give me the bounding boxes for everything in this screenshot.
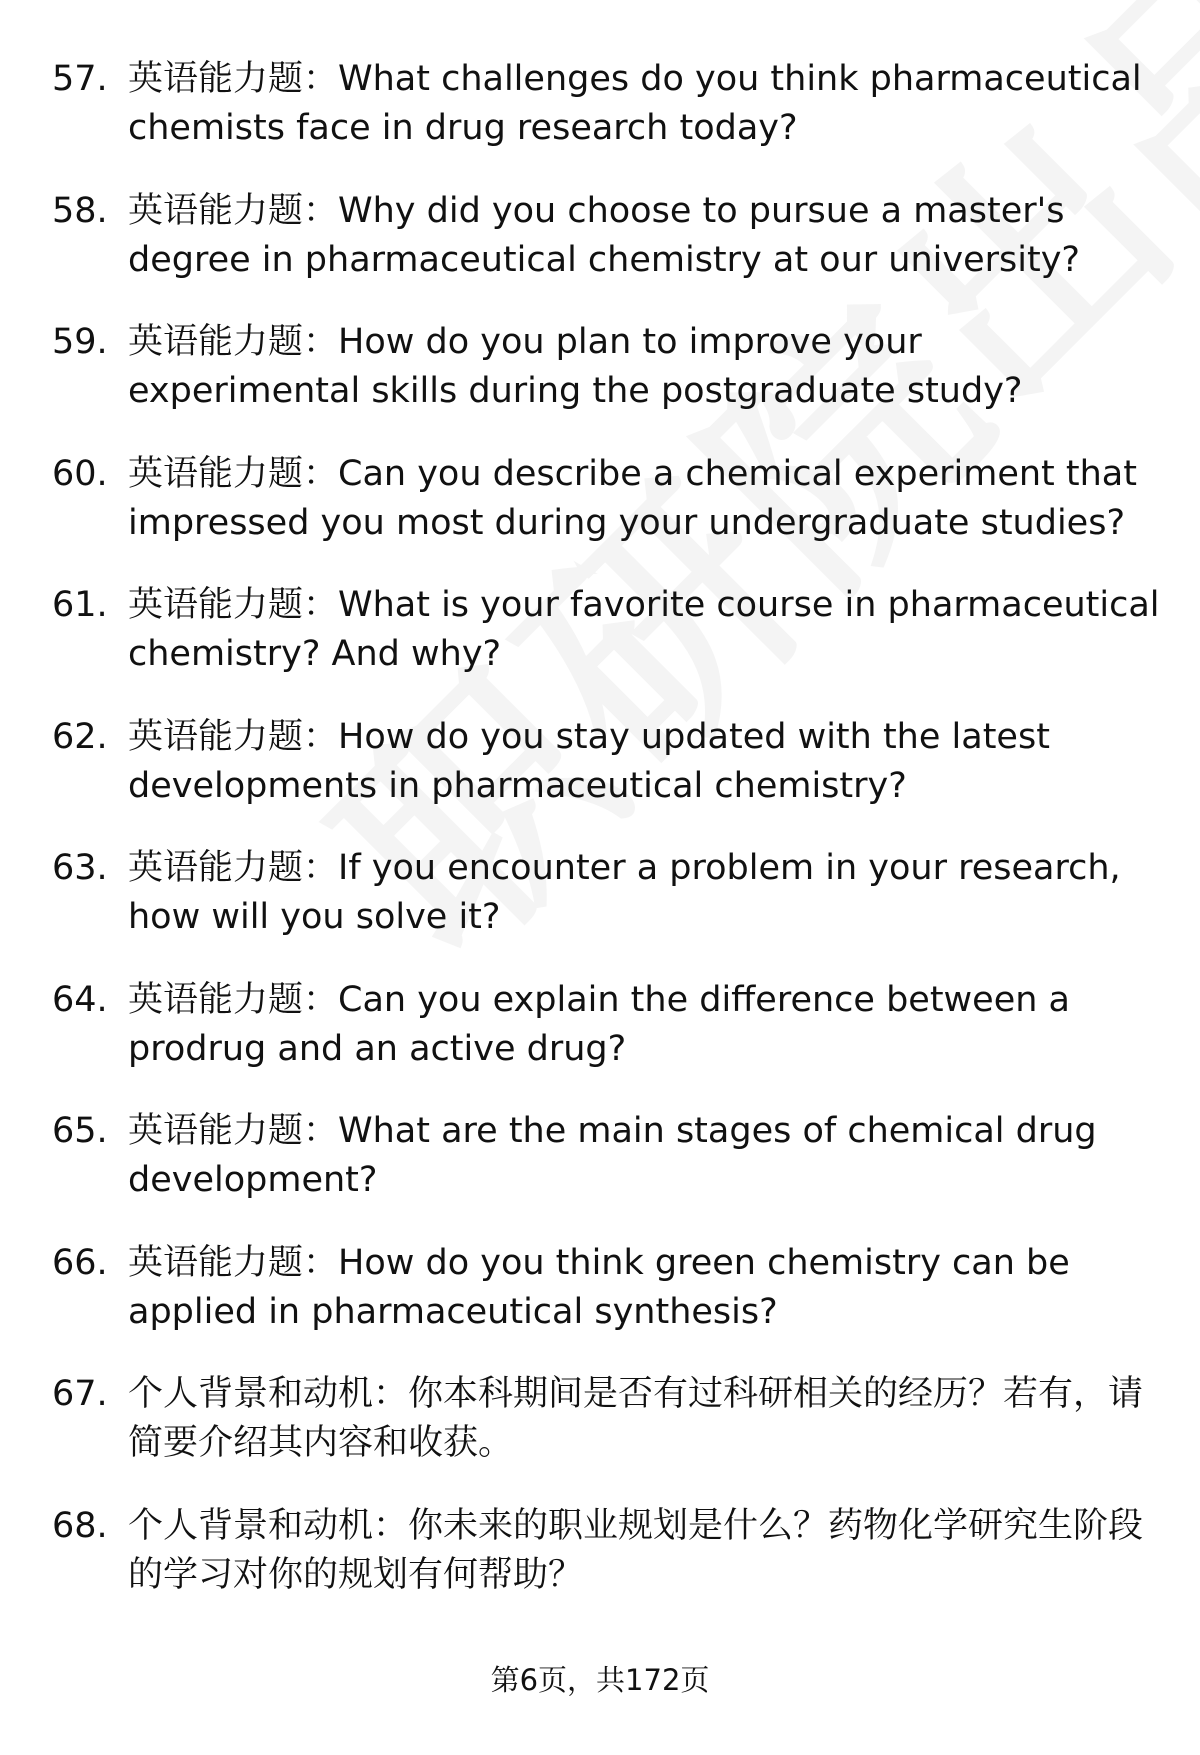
question-item-67 [52,1370,1162,1502]
question-text: 英语能力题：What challenges do you think pharmaceutical chemists face in drug research today? [128,59,1142,148]
question-item-62 [52,713,1162,845]
question-number: 63. [52,848,108,888]
question-number: 60. [52,453,108,494]
question-number: 59. [52,322,108,362]
question-number: 66. [52,1242,108,1283]
question-text: 英语能力题：How do you think green chemistry can be applied in pharmaceutical synthesis? [128,1242,1070,1332]
question-number: 61. [52,585,108,625]
question-text: 英语能力题：What is your favorite course in pharmaceutical chemistry? And why? [128,585,1160,674]
question-text: 个人背景和动机：你未来的职业规划是什么？药物化学研究生阶段的学习对你的规划有何帮助？ [128,1505,1144,1595]
question-item-66 [52,1239,1162,1371]
question-number: 65. [52,1111,108,1151]
question-item-65 [52,1107,1162,1239]
page-footer: 第6页，共172页 [490,1663,710,1697]
question-list [52,55,1162,1633]
question-item-59 [52,318,1162,450]
question-text: 英语能力题：Can you describe a chemical experiment that impressed you most during your undergraduate studies? [128,453,1137,543]
question-text: 英语能力题：How do you plan to improve your experimental skills during the postgraduate study? [128,322,1023,411]
question-number: 68. [52,1505,108,1546]
question-number: 62. [52,716,108,757]
question-text: 英语能力题：Can you explain the difference between a prodrug and an active drug? [128,979,1070,1069]
question-text: 个人背景和动机：你本科期间是否有过科研相关的经历？若有，请简要介绍其内容和收获。 [128,1374,1144,1463]
question-number: 58. [52,190,108,231]
question-item-60 [52,450,1162,582]
question-text: 英语能力题：If you encounter a problem in your research, how will you solve it? [128,848,1121,937]
question-number: 64. [52,979,108,1020]
question-item-68 [52,1502,1162,1634]
question-item-57 [52,55,1162,187]
question-item-64 [52,976,1162,1108]
question-item-58 [52,187,1162,319]
question-item-63 [52,844,1162,976]
question-text: 英语能力题：What are the main stages of chemical drug development? [128,1111,1097,1200]
question-item-61 [52,581,1162,713]
question-text: 英语能力题：How do you stay updated with the latest developments in pharmaceutical chemistry? [128,716,1050,806]
question-text: 英语能力题：Why did you choose to pursue a master's degree in pharmaceutical chemistry at our university? [128,190,1080,280]
question-number: 57. [52,59,108,99]
question-number: 67. [52,1374,108,1414]
